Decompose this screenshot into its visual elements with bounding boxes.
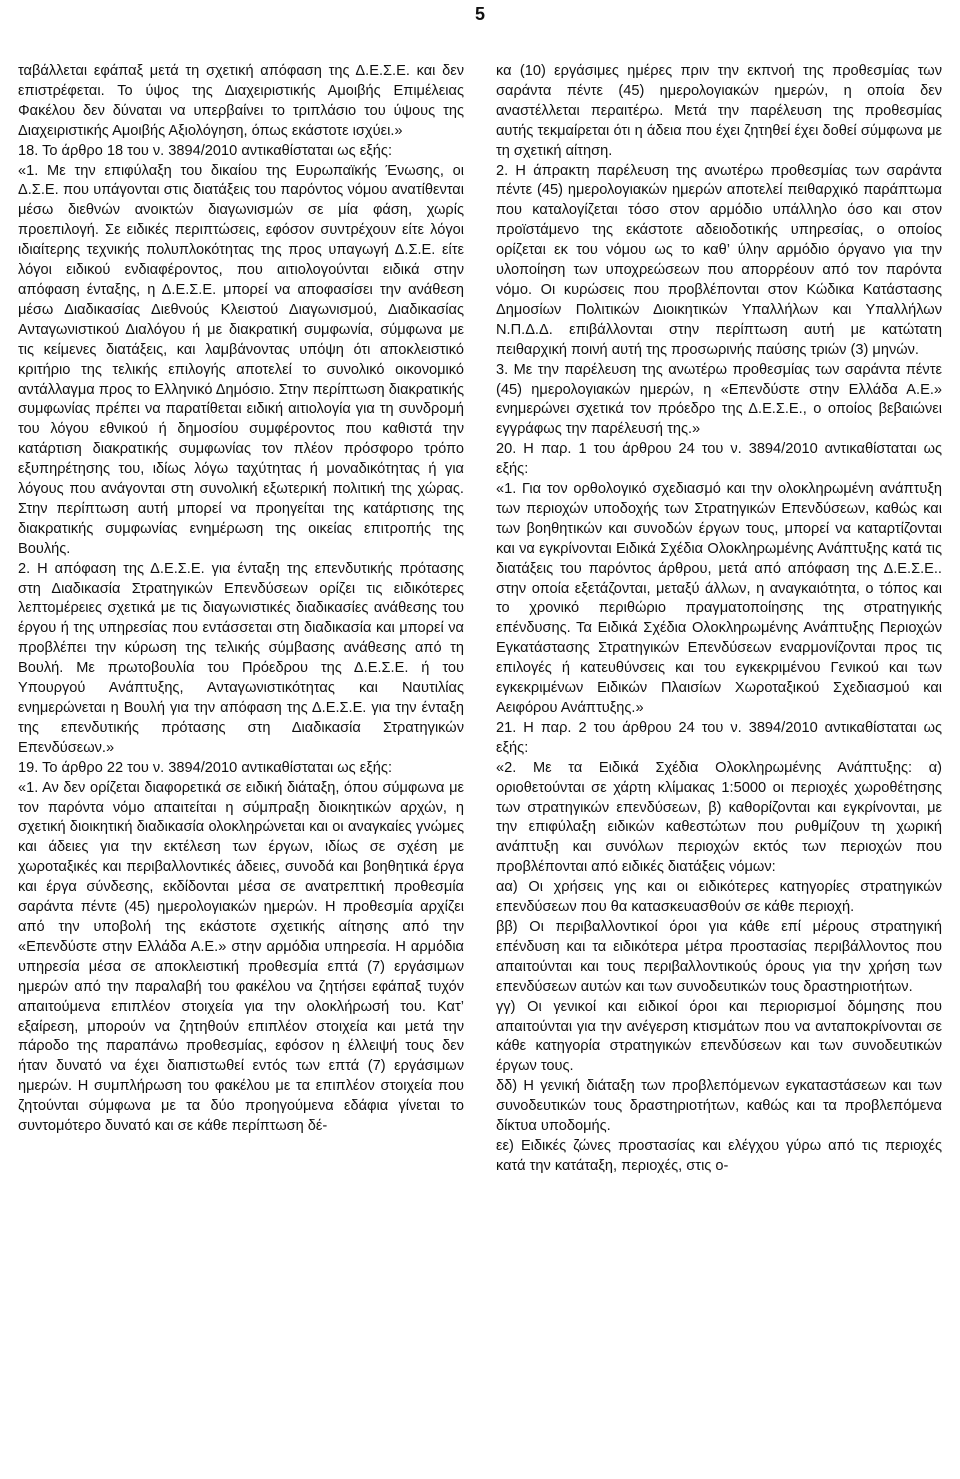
paragraph: 2. Η απόφαση της Δ.Ε.Σ.Ε. για ένταξη της επενδυτικής πρότασης στη Διαδικασία Στρατηγικών Επενδύσεων ορίζει τις ειδικότερες λεπτομέρειες σχετικά με τις διαγωνιστικές διαδικασίες ανάθεσης του έργου ή της υπηρεσίας που εντάσσεται στη διαδικασία και μπορεί να προβλέπει την κύρωση της τελικής σύμβασης ανάθεσης από τη Βουλή. Με πρωτοβουλία του Πρόεδρου της Δ.Ε.Σ.Ε. ή του Υπουργού Ανάπτυξης, Ανταγωνιστικότητας και Ναυτιλίας ενημερώνεται η Βουλή για την απόφαση της Δ.Ε.Σ.Ε. για την ένταξη της επενδυτικής πρότασης στη Διαδικασία Στρατηγικών Επενδύσεων.»	[18, 560, 464, 756]
paragraph: 20. Η παρ. 1 του άρθρου 24 του ν. 3894/2010 αντικαθίσταται ως εξής:	[496, 441, 942, 478]
paragraph: γγ) Οι γενικοί και ειδικοί όροι και περιορισμοί δόμησης που απαιτούνται για την ανέγερση κτισμάτων που να ανταποκρίνονται σε κάθε κατηγορία στρατηγικών επενδύσεων και των συνοδευτικών έργων τους.	[496, 998, 942, 1075]
paragraph: 18. Το άρθρο 18 του ν. 3894/2010 αντικαθίσταται ως εξής:	[18, 142, 393, 159]
paragraph: «1. Αν δεν ορίζεται διαφορετικά σε ειδική διάταξη, όπου σύμφωνα με τον παρόντα νόμο απαιτείται η σύμπραξη διοικητικών αρχών, η σχετική διοικητική διαδικασία ολοκληρώνεται και οι αναγκαίες γνώμες και άδειες για την εκτέλεση των έργων, ιδίως σε σχέση με χωροταξικές και περιβαλλοντικές άδειες, συνοδά και βοηθητικά έργα και έργα σύνδεσης, εκδίδονται μέσα σε ανατρεπτική προθεσμία σαράντα πέντε (45) ημερολογιακών ημερών. Η προθεσμία αρχίζει από την υποβολή της εκάστοτε σχετικής αίτησης από την «Επενδύστε στην Ελλάδα Α.Ε.» στην αρμόδια υπηρεσία. Η αρμόδια υπηρεσία μέσα σε αποκλειστική προθεσμία επτά (7) εργάσιμων ημερών από την παραλαβή του φακέλου να ζητήσει εφάπαξ τυχόν απαιτούμενα επιπλέον στοιχεία για την ολοκλήρωσή του. Κατ’ εξαίρεση, μπορούν να ζητηθούν επιπλέον στοιχεία και μετά την πάροδο της παραπάνω προθεσμίας, εφόσον η έλλειψή τους δεν ήταν δυνατό να έχει διαπιστωθεί εντός των επτά (7) εργάσιμων ημερών. Η συμπλήρωση του φακέλου με τα επιπλέον στοιχεία που ζητούνται σύμφωνα με τα δύο προηγούμενα εδάφια γίνεται το συντομότερο δυνατό και σε κάθε περίπτωση δέ-	[18, 779, 464, 1135]
page-number: 5	[474, 4, 485, 24]
right-column	[496, 62, 942, 1177]
paragraph: ββ) Οι περιβαλλοντικοί όροι για κάθε επί μέρους στρατηγική επένδυση και τα ειδικότερα μέτρα προστασίας περιβάλλοντος που απαιτούνται και τους περιβαλλοντικούς όρους για την χρήση των επενδύσεων αυτών και των συνοδευτικών τους δραστηριοτήτων.	[496, 918, 942, 995]
paragraph: «2. Με τα Ειδικά Σχέδια Ολοκληρωμένης Ανάπτυξης: α) οριοθετούνται σε χάρτη κλίμακας 1:5000 οι περιοχές χωροθέτησης των στρατηγικών επενδύσεων, β) καθορίζονται και εγκρίνονται, με την επιφύλαξη ειδικών καθεστώτων που ρυθμίζουν τη χωρική ανάπτυξη και συνόλων περιοχών εκτός των περιοχών που προβλέπονται από ειδικές διατάξεις νόμων:	[496, 759, 942, 876]
paragraph: 3. Με την παρέλευση της ανωτέρω προθεσμίας των σαράντα πέντε (45) ημερολογιακών ημερών, η «Επενδύστε στην Ελλάδα Α.Ε.» ενημερώνει σχετικά τον πρόεδρο της Δ.Ε.Σ.Ε., ο οποίος βεβαιώνει εγγράφως την παρέλευσή της.»	[496, 361, 942, 438]
paragraph: κα (10) εργάσιμες ημέρες πριν την εκπνοή της προθεσμίας των σαράντα πέντε (45) ημερολογιακών ημερών, η οποία δεν αναστέλλεται περαιτέρω. Μετά την παρέλευση της προθεσμίας αυτής τεκμαίρεται ότι η άδεια που έχει ζητηθεί έχει δοθεί σύμφωνα με τη σχετική αίτηση.	[496, 63, 942, 159]
paragraph: «1. Με την επιφύλαξη του δικαίου της Ευρωπαϊκής Ένωσης, οι Δ.Σ.Ε. που υπάγονται στις διατάξεις του παρόντος νόμου ανατίθενται μέσω διεθνών ανοικτών διαγωνισμών σε μία φάση, χωρίς προεπιλογή. Σε ειδικές περιπτώσεις, εφόσον συντρέχουν είτε λόγοι ιδιαίτερης τεχνικής πολυπλοκότητας της προς υπαγωγή Δ.Σ.Ε. είτε λόγοι ειδικού ενδιαφέροντος, που αιτιολογούνται ειδικά στην απόφαση ένταξης, η Δ.Ε.Σ.Ε. μπορεί να αποφασίσει την ανάθεση μέσω Διαδικασίας Διεθνούς Κλειστού Διαγωνισμού, Διαδικασίας Ανταγωνιστικού Διαλόγου ή με διακρατική συμφωνία, σύμφωνα με τις κείμενες διατάξεις, και λαμβάνοντας υπόψη ότι αποκλειστικό κριτήριο της τελικής επιλογής αποτελεί το συνολικό οικονομικό αντάλλαγμα προς το Ελληνικό Δημόσιο. Στην περίπτωση διακρατικής συμφωνίας πρέπει να παρατίθεται ειδική αιτιολογία για τη συνδρομή του λόγου εθνικού ή δημοσίου συμφέροντος που καθιστά την κατάρτιση διακρατικής συμφωνίας τον πλέον πρόσφορο τρόπο εξυπηρέτησης του, ιδίως λόγω ταχύτητας ή μοναδικότητας ή για λόγους που ανάγονται στη συνολική εξωτερική πολιτική της χώρας. Στην περίπτωση αυτή μπορεί να προηγείται της κατάρτισης της διακρατικής συμφωνίας ενημέρωση της οικείας επιτροπής της Βουλής.	[18, 162, 464, 557]
left-column	[18, 62, 464, 1137]
paragraph: 2. Η άπρακτη παρέλευση της ανωτέρω προθεσμίας των σαράντα πέντε (45) ημερολογιακών ημερών αποτελεί πειθαρχικό παράπτωμα που καταλογίζεται τόσο στον αρμόδιο υπάλληλο όσο και στον προϊστάμενο της εκάστοτε αδειοδοτικής υπηρεσίας, ο οποίος ορίζεται εκ του νόμου ως το καθ’ ύλην αρμόδιο όργανο για την υλοποίηση των υποχρεώσεων που απορρέουν από τον παρόντα νόμο. Οι κυρώσεις που προβλέπονται στον Κώδικα Κατάστασης Δημοσίων Πολιτικών Διοικητικών Υπαλλήλων και Υπαλλήλων Ν.Π.Δ.Δ. επιβάλλονται στην περίπτωση αυτή με κατώτατη πειθαρχική ποινή αυτή της προσωρινής παύσης τριών (3) μηνών.	[496, 162, 942, 358]
paragraph: ταβάλλεται εφάπαξ μετά τη σχετική απόφαση της Δ.Ε.Σ.Ε. και δεν επιστρέφεται. Το ύψος της Διαχειριστικής Αμοιβής Επιμέλειας Φακέλου δεν δύναται να υπερβαίνει το τριπλάσιο του ύψους της Διαχειριστικής Αμοιβής Αξιολόγηση, όπως εκάστοτε ισχύει.»	[18, 63, 464, 139]
paragraph: εε) Ειδικές ζώνες προστασίας και ελέγχου γύρω από τις περιοχές κατά την κατάταξη, περιοχές, στις ο-	[496, 1137, 942, 1174]
paragraph: 21. Η παρ. 2 του άρθρου 24 του ν. 3894/2010 αντικαθίσταται ως εξής:	[496, 719, 942, 756]
paragraph: «1. Για τον ορθολογικό σχεδιασμό και την ολοκληρωμένη ανάπτυξη των περιοχών υποδοχής των Στρατηγικών Επενδύσεων, καθώς και των βοηθητικών και συνοδών έργων τους, μπορεί να καταρτίζονται και να εγκρίνονται Ειδικά Σχέδια Ολοκληρωμένης Ανάπτυξης κατά τις διατάξεις του παρόντος άρθρου, μετά από απόφαση της Δ.Ε.Σ.Ε.. στην οποία εξετάζονται, μεταξύ άλλων, η αναγκαιότητα, ο τόπος και το χρονικό περιθώριο πραγματοποίησης της στρατηγικής επένδυσης. Τα Ειδικά Σχέδια Ολοκληρωμένης Ανάπτυξης Περιοχών Εγκατάστασης Στρατηγικών Επενδύσεων εναρμονίζονται προς τις επιλογές ή κατευθύνσεις και του εγκεκριμένου Γενικού και των εγκεκριμένων Ειδικών Πλαισίων Χωροταξικού Σχεδιασμού και Αειφόρου Ανάπτυξης.»	[496, 481, 942, 716]
paragraph: δδ) Η γενική διάταξη των προβλεπόμενων εγκαταστάσεων και των συνοδευτικών τους δραστηριοτήτων, καθώς και τα προβλεπόμενα δίκτυα υποδομής.	[496, 1078, 942, 1135]
paragraph: 19. Το άρθρο 22 του ν. 3894/2010 αντικαθίσταται ως εξής:	[18, 759, 393, 776]
paragraph: αα) Οι χρήσεις γης και οι ειδικότερες κατηγορίες στρατηγικών επενδύσεων που θα κατασκευασθούν σε κάθε περιοχή.	[496, 879, 942, 916]
